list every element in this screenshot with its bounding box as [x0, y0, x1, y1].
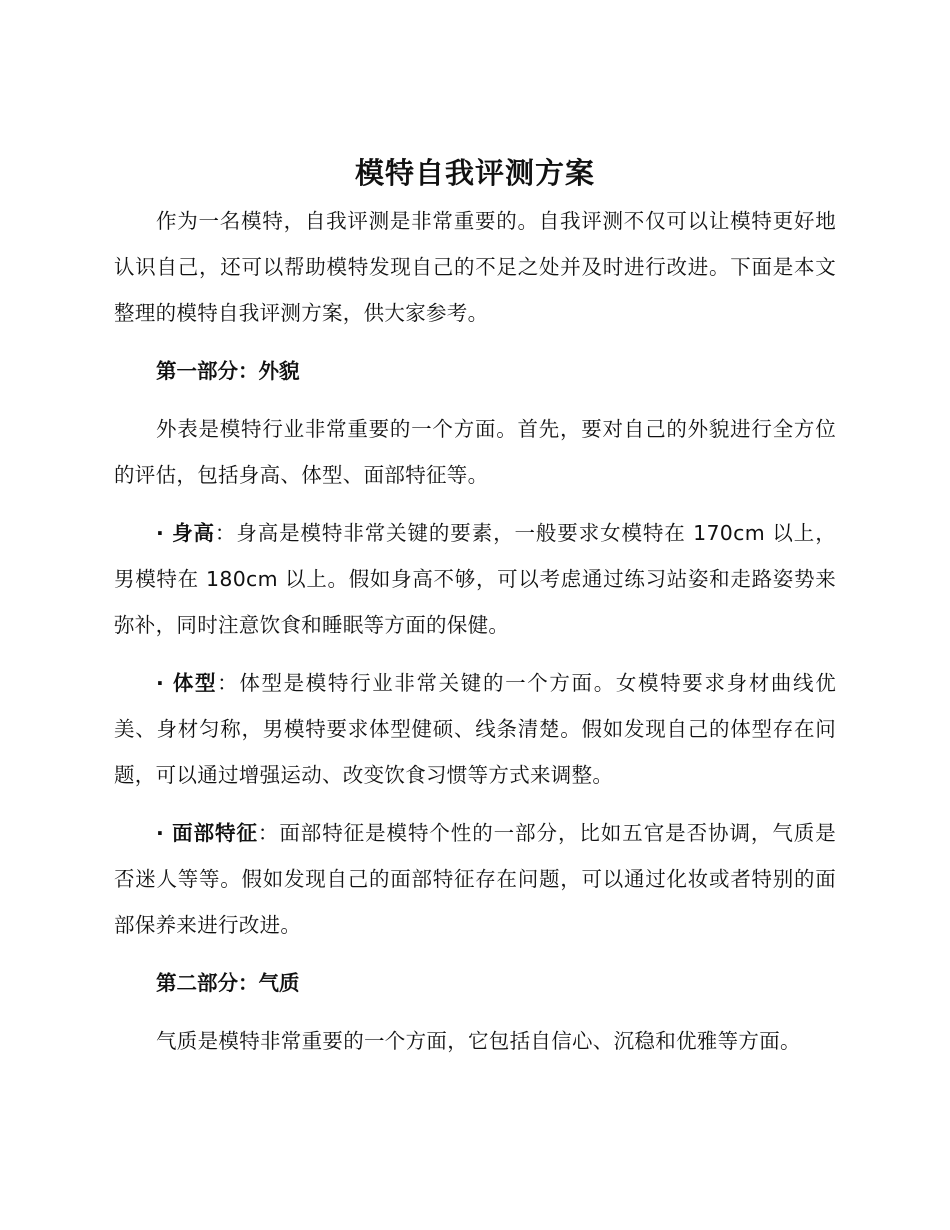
bullet-facial-features [114, 810, 836, 948]
bullet-facial-features-text: ：面部特征是模特个性的一部分，比如五官是否协调，气质是否迷人等等。假如发现自己的面部特征存在问题，可以通过化妆或者特别的面部保养来进行改进。 [114, 821, 836, 937]
intro-paragraph: 作为一名模特，自我评测是非常重要的。自我评测不仅可以让模特更好地认识自己，还可以帮助模特发现自己的不足之处并及时进行改进。下面是本文整理的模特自我评测方案，供大家参考。 [114, 209, 836, 325]
bullet-body-shape-label: · 体型 [156, 671, 218, 695]
section-heading-appearance: 第一部分：外貌 [156, 359, 300, 383]
bullet-height [114, 510, 836, 648]
bullet-height-label: · 身高 [156, 521, 215, 545]
bullet-body-shape [114, 660, 836, 798]
bullet-height-text: ：身高是模特非常关键的要素，一般要求女模特在 170cm 以上，男模特在 180cm 以上。假如身高不够，可以考虑通过练习站姿和走路姿势来弥补，同时注意饮食和睡眠等方面的保健。 [114, 521, 836, 637]
bullet-body-shape-text: ：体型是模特行业非常关键的一个方面。女模特要求身材曲线优美、身材匀称，男模特要求体型健硕、线条清楚。假如发现自己的体型存在问题，可以通过增强运动、改变饮食习惯等方式来调整。 [114, 671, 836, 787]
section-appearance-intro: 外表是模特行业非常重要的一个方面。首先，要对自己的外貌进行全方位的评估，包括身高、体型、面部特征等。 [114, 417, 836, 487]
section-heading-temperament: 第二部分：气质 [156, 971, 300, 995]
document-title: 模特自我评测方案 [354, 156, 595, 190]
section-temperament-intro: 气质是模特非常重要的一个方面，它包括自信心、沉稳和优雅等方面。 [156, 1029, 801, 1053]
bullet-facial-features-label: · 面部特征 [156, 821, 258, 845]
